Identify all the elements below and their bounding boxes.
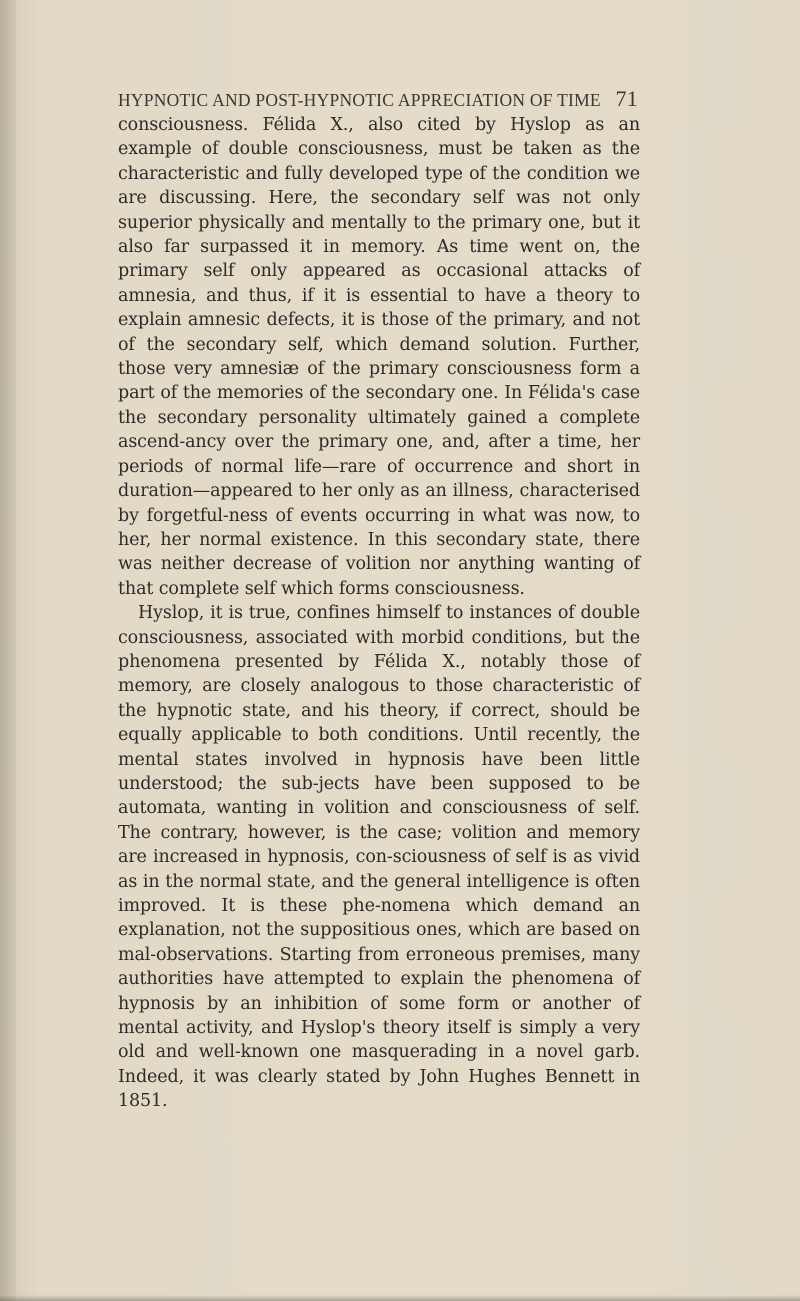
paragraph-1: consciousness. Félida X., also cited by Hyslop as an example of double consciousness, must be taken as the characteristic and fully developed type of the condition we are discussing. Here, the secondary self was not only superior physically and mentally to the primary one, but it also far surpassed it in memory. As time went on, the primary self only appeared as occasional attacks of amnesia, and thus, if it is essential to have a theory to explain amnesic defects, it is those of the primary, and not of the secondary self, which demand solution. Further, those very amnesiæ of the primary consciousness form a part of the memories of the secondary one. In Félida's case the secondary personality ultimately gained a complete ascend-ancy over the primary one, and, after a time, her periods of normal life—rare of occurrence and short in duration—appeared to her only as an illness, characterised by forgetful-ness of events occurring in what was now, to her, her normal existence. In this secondary state, there was neither decrease of volition nor anything wanting of that complete self which forms consciousness. — [118, 115, 640, 599]
page-binding-edge — [0, 0, 16, 1301]
paragraph-2: Hyslop, it is true, confines himself to instances of double consciousness, associated with morbid conditions, but the phenomena presented by Félida X., notably those of memory, are closely analogous to those characteristic of the hypnotic state, and his theory, if correct, should be equally applicable to both conditions. Until recently, the mental states involved in hypnosis have been little understood; the sub-jects have been supposed to be automata, wanting in volition and consciousness of self. The contrary, however, is the case; volition and memory are increased in hypnosis, con-sciousness of self is as vivid as in the normal state, and the general intelligence is often improved. It is these phe-nomena which demand an explanation, not the suppositious ones, which are based on mal-observations. Starting from erroneous premises, many authorities have attempted to explain the phenomena of hypnosis by an inhibition of some form or another of mental activity, and Hyslop's theory itself is simply a very old and well-known one masquerading in a novel garb. Indeed, it was clearly stated by John Hughes Bennett in 1851. — [118, 603, 640, 1112]
running-title: HYPNOTIC AND POST-HYPNOTIC APPRECIATION OF TIME — [118, 90, 601, 110]
body-text — [118, 113, 640, 1114]
page-number: 71 — [615, 86, 638, 111]
page-bottom-edge — [0, 1295, 800, 1301]
running-header — [118, 86, 638, 112]
